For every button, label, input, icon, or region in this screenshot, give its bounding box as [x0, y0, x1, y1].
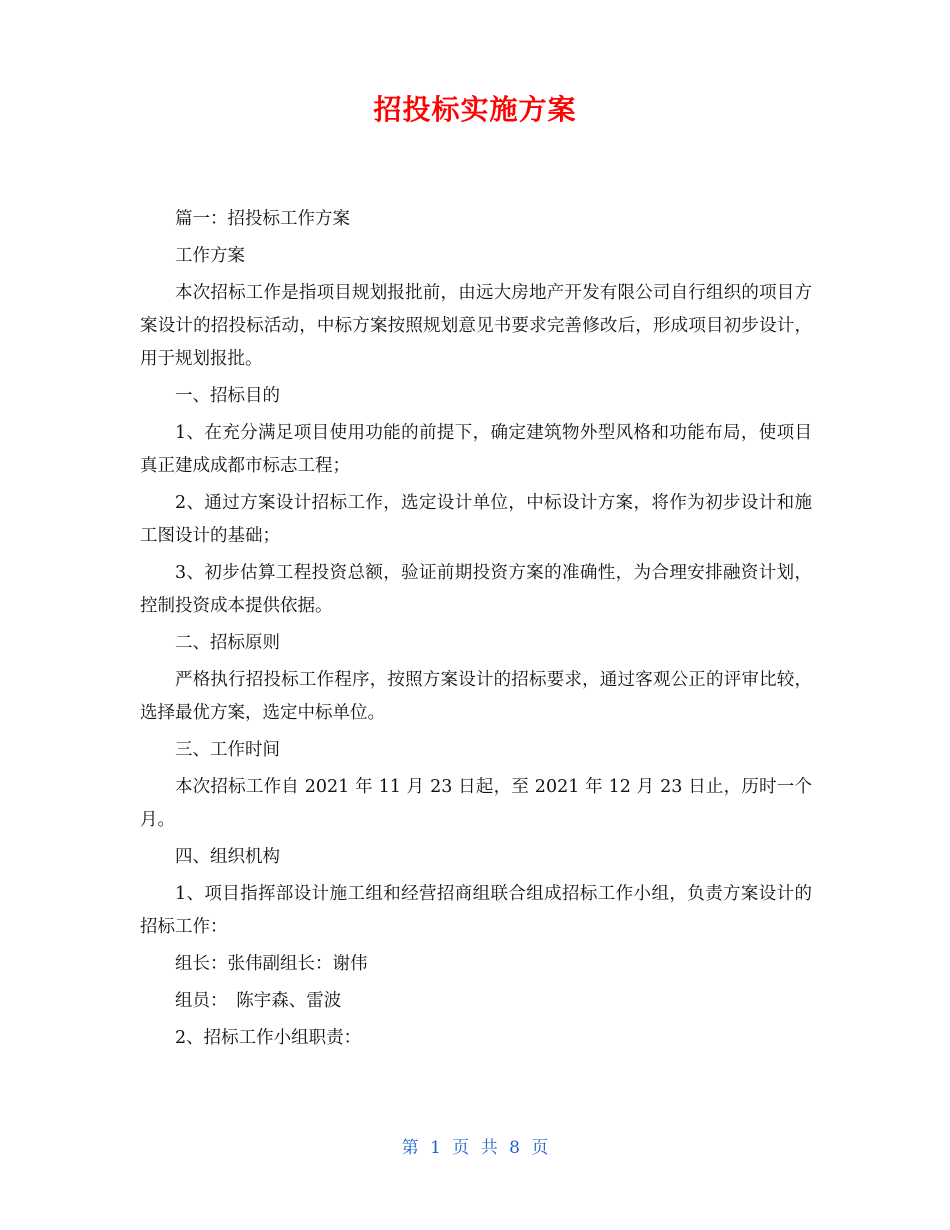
paragraph-purpose-1: 1、在充分满足项目使用功能的前提下，确定建筑物外型风格和功能布局，使项目真正建成成都市标志工程；: [140, 423, 812, 476]
paragraph-purpose-3: 3、初步估算工程投资总额，验证前期投资方案的准确性，为合理安排融资计划，控制投资成本提供依据。: [140, 563, 812, 616]
paragraph-section-heading: 篇一：招投标工作方案: [175, 209, 350, 229]
paragraph-heading-purpose: 一、招标目的: [175, 386, 280, 406]
paragraph-organization-2: 2、招标工作小组职责：: [175, 1028, 362, 1048]
page-footer: 第 1 页 共 8 页: [401, 1138, 549, 1158]
paragraph-purpose-2: 2、通过方案设计招标工作，选定设计单位，中标设计方案，将作为初步设计和施工图设计的基础；: [140, 493, 812, 546]
paragraph-heading-organization: 四、组织机构: [175, 847, 280, 867]
paragraph-subheading: 工作方案: [175, 246, 245, 266]
paragraph-heading-time: 三、工作时间: [175, 740, 280, 760]
paragraph-organization-1: 1、项目指挥部设计施工组和经营招商组联合组成招标工作小组，负责方案设计的招标工作：: [140, 884, 812, 937]
document-body: [140, 203, 812, 1059]
paragraph-members: 组员： 陈宇森、雷波: [175, 991, 342, 1011]
paragraph-leaders: 组长：张伟副组长：谢伟: [175, 954, 368, 974]
document-title: 招投标实施方案: [373, 93, 577, 126]
paragraph-heading-principle: 二、招标原则: [175, 633, 280, 653]
paragraph-principle: 严格执行招投标工作程序，按照方案设计的招标要求，通过客观公正的评审比较，选择最优方案，选定中标单位。: [140, 670, 812, 723]
paragraph-intro: 本次招标工作是指项目规划报批前，由远大房地产开发有限公司自行组织的项目方案设计的招投标活动，中标方案按照规划意见书要求完善修改后，形成项目初步设计，用于规划报批。: [140, 283, 812, 369]
paragraph-time: 本次招标工作自 2021 年 11 月 23 日起，至 2021 年 12 月 23 日止，历时一个月。: [140, 777, 812, 830]
